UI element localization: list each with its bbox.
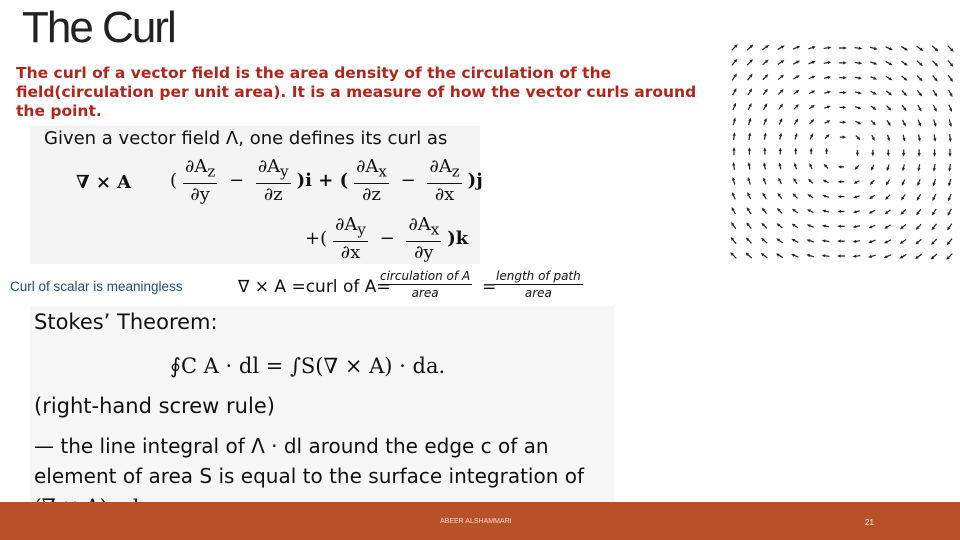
field-arrowhead [843, 76, 847, 79]
curl-row2: +( $\frac{\partial A_y}{\partial x}$ − $\frac{\partial A_x}{\partial y}$ )k [305, 214, 469, 263]
field-arrowhead [853, 225, 857, 228]
field-arrowhead [748, 118, 751, 122]
field-arrowhead [838, 165, 842, 168]
field-arrowhead [843, 61, 847, 64]
curl-row1: ( $\frac{\partial A_z}{\partial y}$ − $\frac{\partial A_y}{\partial z}$ )i + ( $\frac{\partial A_x}{\partial z}$ − $\frac{\partial A_z}{\partial x}$ )j [170, 156, 483, 205]
frac-dAy-dz: $\frac{\partial A_y}{\partial z}$ [257, 156, 289, 205]
field-arrowhead [843, 121, 847, 124]
field-arrowhead [822, 210, 826, 213]
unit-k: )k [447, 227, 469, 249]
frac-dAx-dz: $\frac{\partial A_x}{\partial z}$ [356, 156, 387, 205]
stokes-desc-line1: — the line integral of Λ · dl around the edge c of an [34, 434, 549, 458]
field-arrowhead [812, 46, 816, 49]
frac-dAy-dx: $\frac{\partial A_y}{\partial x}$ [335, 214, 366, 263]
frac-dAz-dy: $\frac{\partial A_z}{\partial y}$ [185, 156, 216, 205]
field-arrowhead [838, 195, 842, 198]
field-arrowhead [825, 148, 828, 152]
field-arrowhead [764, 118, 767, 122]
field-arrowhead [858, 61, 862, 64]
footer-author: ABEER ALSHAMMARI [440, 518, 512, 525]
scalar-note: Curl of scalar is meaningless [10, 279, 183, 294]
field-arrowhead [949, 138, 952, 142]
field-arrowhead [858, 76, 862, 79]
field-arrowhead [902, 138, 905, 142]
field-arrowhead [853, 210, 857, 213]
frac-dAz-dx: $\frac{\partial A_z}{\partial x}$ [429, 156, 460, 205]
field-arrowhead [843, 46, 847, 49]
field-arrowhead [794, 148, 797, 152]
right-hand-rule: (right-hand screw rule) [34, 394, 275, 418]
length-over-area: length of path area [496, 269, 581, 300]
field-arrowhead [779, 147, 782, 151]
field-arrowhead [807, 239, 811, 242]
field-arrowhead [948, 153, 951, 157]
stokes-formula: ∮C A · dl = ∫S(∇ × A) · da. [170, 354, 446, 378]
circulation-over-area: circulation of A area [380, 269, 471, 300]
field-arrowhead [843, 136, 847, 139]
vector-field-curl-icon [726, 40, 958, 264]
field-arrowhead [794, 163, 797, 167]
field-arrowhead [918, 153, 921, 157]
intro-text: The curl of a vector field is the area density of the circulation of the field(circulation per unit area). It is a measure of how the vector curls around the point. [16, 64, 697, 120]
field-arrowhead [853, 255, 857, 258]
field-arrowhead [733, 117, 736, 121]
field-arrowhead [868, 240, 872, 243]
field-arrowhead [933, 138, 936, 142]
field-arrowhead [859, 47, 863, 50]
field-arrowhead [902, 153, 905, 157]
curl-definition-image [30, 126, 483, 264]
stokes-heading: Stokes’ Theorem: [34, 310, 218, 334]
field-arrowhead [838, 180, 842, 183]
curl-given-text: Given a vector field Λ, one defines its curl as [44, 128, 448, 149]
field-arrowhead [874, 47, 878, 50]
stokes-theorem-image [30, 306, 614, 522]
field-arrowhead [948, 183, 951, 187]
field-arrowhead [764, 133, 767, 137]
field-arrowhead [810, 148, 813, 152]
field-arrowhead [733, 132, 736, 136]
field-arrowhead [822, 195, 826, 198]
paren: ( [170, 169, 178, 191]
stokes-desc-line2: element of area S is equal to the surface integration of [34, 464, 585, 488]
field-arrowhead [837, 225, 841, 228]
field-arrowhead [874, 62, 878, 65]
field-arrowhead [858, 106, 862, 109]
field-arrowhead [828, 61, 832, 64]
field-arrowhead [812, 61, 816, 64]
field-arrowhead [887, 153, 890, 157]
frac-dAx-dy: $\frac{\partial A_x}{\partial y}$ [408, 214, 440, 263]
field-arrowhead [918, 138, 921, 142]
field-arrowhead [732, 162, 735, 166]
field-arrowhead [858, 91, 862, 94]
field-arrowhead [794, 133, 797, 137]
field-arrowhead [856, 153, 859, 157]
field-arrowhead [902, 168, 905, 172]
field-arrowhead [827, 76, 831, 79]
footer-bar [0, 502, 960, 540]
field-arrowhead [822, 239, 826, 242]
field-arrowhead [827, 91, 831, 94]
field-arrowhead [822, 224, 826, 227]
field-arrowhead [837, 240, 841, 243]
field-arrowhead [748, 132, 751, 136]
field-arrowhead [871, 153, 874, 157]
equals-sign: = [482, 277, 497, 297]
field-arrowhead [827, 106, 831, 109]
field-arrowhead [868, 255, 872, 258]
field-arrowhead [843, 91, 847, 94]
field-arrowhead [886, 167, 889, 171]
slide-title: The Curl [22, 3, 175, 52]
field-arrowhead [933, 123, 936, 127]
field-arrowhead [917, 168, 920, 172]
curl-density-lhs: ∇ × A =curl of A= [238, 277, 391, 297]
field-arrowhead [933, 182, 936, 186]
unit-j: )j [467, 169, 483, 191]
field-arrowhead [853, 195, 857, 198]
field-arrowhead [837, 210, 841, 213]
field-arrowhead [747, 177, 750, 181]
field-arrowhead [917, 182, 920, 186]
field-arrowhead [748, 147, 751, 151]
field-arrowhead [779, 133, 782, 137]
field-arrowhead [837, 254, 841, 257]
field-arrowhead [933, 168, 936, 172]
field-arrowhead [828, 46, 832, 49]
field-arrowhead [778, 162, 781, 166]
curl-as-density [238, 268, 592, 306]
field-arrowhead [949, 123, 952, 127]
field-arrowhead [948, 168, 951, 172]
field-arrowhead [763, 177, 766, 181]
field-arrowhead [763, 162, 766, 166]
field-arrowhead [763, 147, 766, 151]
field-arrowhead [822, 254, 826, 257]
unit-i: )i + ( [296, 169, 349, 191]
curl-lhs: ∇ × A [76, 172, 132, 193]
field-arrowhead [748, 162, 751, 166]
field-arrowhead [933, 153, 936, 157]
field-arrowhead [918, 123, 921, 127]
field-arrowhead [806, 254, 810, 257]
field-arrowhead [732, 147, 735, 151]
page-number: 21 [865, 518, 874, 527]
field-arrowhead [853, 240, 857, 243]
field-arrowhead [887, 138, 890, 142]
field-arrowhead [843, 106, 847, 109]
field-arrowhead [732, 177, 735, 181]
